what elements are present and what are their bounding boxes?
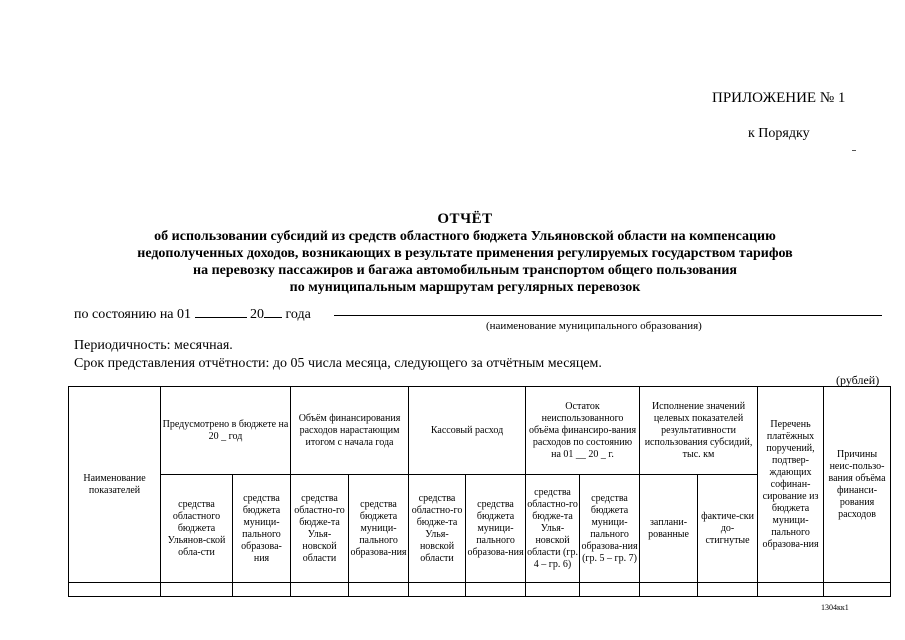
- empty-cell[interactable]: [233, 583, 291, 597]
- municipality-blank-field[interactable]: [334, 315, 882, 316]
- cash-expense-header: Кассовый расход: [409, 387, 526, 475]
- empty-cell[interactable]: [409, 583, 466, 597]
- empty-cell[interactable]: [466, 583, 526, 597]
- empty-cell[interactable]: [291, 583, 349, 597]
- empty-cell[interactable]: [161, 583, 233, 597]
- empty-cell[interactable]: [824, 583, 891, 597]
- as-of-prefix: по состоянию на 01: [74, 307, 192, 322]
- subheader-cell: средства областно-го бюдже-та Улья-новской области (гр. 4 – гр. 6): [526, 475, 580, 583]
- year-blank-field[interactable]: [264, 305, 282, 318]
- to-order-label: к Порядку: [748, 126, 810, 141]
- subheader-cell: заплани-рованные: [640, 475, 698, 583]
- year-prefix: 20: [250, 307, 265, 322]
- title-line: по муниципальным маршрутам регулярных перевозок: [289, 280, 641, 295]
- title-line: недополученных доходов, возникающих в результате применения регулируемых государством тарифов: [137, 246, 793, 261]
- payment-orders-header: Перечень платёжных поручений, подтвер-ждающих софинан-сирование из бюджета муници-пального образова-ния: [758, 387, 824, 583]
- form-code: 1304кк1: [821, 603, 849, 612]
- subheader-cell: средства бюджета муници-пального образова-ния: [233, 475, 291, 583]
- empty-cell[interactable]: [758, 583, 824, 597]
- report-title-block: [40, 210, 890, 296]
- subheader-cell: средства бюджета муници-пального образова-ния (гр. 5 – гр. 7): [580, 475, 640, 583]
- subheader-cell: средства бюджета муници-пального образова-ния: [466, 475, 526, 583]
- indicators-header: Наименование показателей: [69, 387, 161, 583]
- deadline-text: Срок представления отчётности: до 05 числа месяца, следующего за отчётным месяцем.: [74, 356, 602, 371]
- unused-reasons-header: Причины неис-пользо-вания объёма финанси-рования расходов: [824, 387, 891, 583]
- scan-speck: [852, 150, 856, 151]
- planned-budget-header: Предусмотрено в бюджете на 20 _ год: [161, 387, 291, 475]
- month-blank-field[interactable]: [195, 305, 247, 318]
- title-line: на перевозку пассажиров и багажа автомобильным транспортом общего пользования: [193, 263, 737, 278]
- data-row: [69, 583, 891, 597]
- periodicity-text: Периодичность: месячная.: [74, 338, 233, 353]
- subheader-cell: средства бюджета муници-пального образова-ния: [349, 475, 409, 583]
- report-title: ОТЧЁТ: [437, 211, 493, 227]
- unused-balance-header: Остаток неиспользованного объёма финансиро-вания расходов по состоянию на 01 __ 20 _ г.: [526, 387, 640, 475]
- empty-cell[interactable]: [640, 583, 698, 597]
- empty-cell[interactable]: [349, 583, 409, 597]
- title-line: об использовании субсидий из средств областного бюджета Ульяновской области на компенсацию: [154, 229, 776, 244]
- empty-cell[interactable]: [580, 583, 640, 597]
- subheader-cell: средства областно-го бюдже-та Улья-новской области: [409, 475, 466, 583]
- empty-cell[interactable]: [69, 583, 161, 597]
- subheader-cell: средства областного бюджета Ульянов-ской обла-сти: [161, 475, 233, 583]
- empty-cell[interactable]: [526, 583, 580, 597]
- empty-cell[interactable]: [698, 583, 758, 597]
- appendix-label: ПРИЛОЖЕНИЕ № 1: [712, 90, 846, 106]
- subheader-cell: средства областно-го бюдже-та Улья-новской области: [291, 475, 349, 583]
- financing-volume-header: Объём финансирования расходов нарастающим итогом с начала года: [291, 387, 409, 475]
- currency-unit: (рублей): [836, 373, 880, 387]
- subheader-cell: фактиче-ски до-стигнутые: [698, 475, 758, 583]
- as-of-line: [74, 305, 311, 323]
- report-table: [68, 386, 891, 597]
- municipality-caption: (наименование муниципального образования): [486, 320, 702, 332]
- year-suffix: года: [285, 307, 311, 322]
- target-indicators-header: Исполнение значений целевых показателей результативности использования субсидий, тыс. км: [640, 387, 758, 475]
- header-row: [69, 387, 891, 475]
